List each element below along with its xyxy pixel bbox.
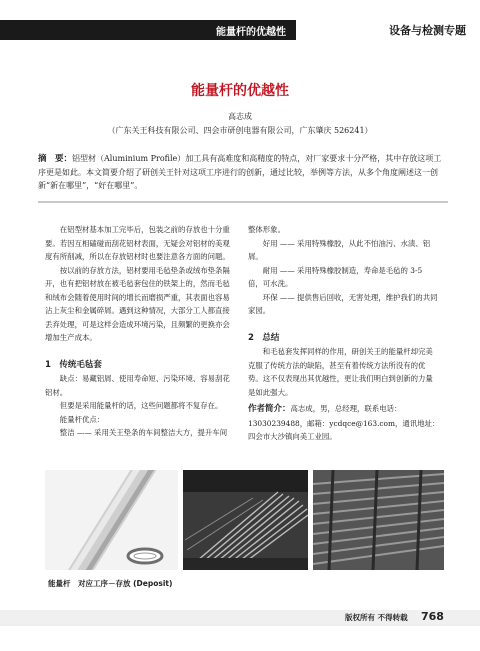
body-column-left: [45, 223, 235, 440]
storage-photo-profiles: [313, 470, 444, 570]
section-1-paragraph-1: 缺点：易藏铝屑、使用寿命短、污染环境、容易刮花铝材。: [45, 374, 230, 397]
section-1-paragraph-3: 能量杆优点：: [59, 414, 105, 424]
article-title: 能量杆的优越性: [191, 83, 289, 99]
body-column-right: [248, 223, 438, 399]
intro-paragraph-2: 按以前的存放方法，铝材要用毛毡垫条或绒布垫条隔开，也有把铝材放在被毛毡套包住的铁架上的，然而毛毡和绒布会随着使用时间的增长而磨损严重，其表面也容易沾上灰尘和金属碎屑。遇到这种情况，大部分工人都直接丢弃处理，可是这样会造成环境污染，且频繁的更换亦会增加生产成本。: [45, 265, 230, 342]
abstract-label: 摘 要：: [38, 154, 73, 164]
right-paragraph-4: 环保 —— 提供售后回收，无害处理，维护我们的共同家园。: [248, 292, 438, 315]
section-1-paragraph-4: 整洁 —— 采用关王垫条的车间整洁大方，提升车间: [59, 428, 228, 437]
intro-paragraph-1: 在铝型材基本加工完毕后，包装之前的存放也十分重要。若因互相磕碰而刮花铝材表面，无疑会对铝材的美观度有所削减，所以在存放铝材时也要注意各方面的问题。: [45, 225, 230, 261]
section-1-paragraph-2: 但要是采用能量杆的话，这些问题都将不复存在。: [59, 401, 223, 410]
abstract-divider: [38, 201, 448, 203]
header-article-label: 能量杆的优越性: [216, 27, 286, 38]
author-note-label: 作者简介：: [248, 404, 291, 414]
abstract: [38, 152, 448, 192]
section-2-heading: 2 总结: [248, 332, 280, 343]
header-right-bar: [300, 20, 480, 40]
page-number: 768: [421, 610, 444, 623]
section-1-heading: 1 传统毛毡套: [45, 359, 102, 370]
article-author: 高志成: [228, 112, 252, 121]
header-left-bar: [0, 20, 296, 40]
right-paragraph-3: 耐用 —— 采用特殊橡胶制造，寿命是毛毡的 3-5 倍，可水洗。: [248, 265, 423, 288]
page-header: [0, 0, 480, 40]
author-note: [248, 402, 440, 444]
page-footer: [0, 610, 480, 626]
author-note-text: 高志成，男，总经理，联系电话：13030239488，邮箱：ycdqce@163.com，通讯地址：四会市大沙镇向美工业园。: [248, 404, 440, 441]
header-section-label: 设备与检测专题: [389, 24, 466, 37]
figure-caption: 能量杆 对应工序－存放 (Deposit): [48, 579, 173, 588]
right-paragraph-1: 整体形象。: [248, 225, 285, 234]
product-photo-rod: [45, 470, 178, 570]
right-paragraph-2: 好用 —— 采用特殊橡胶，从此不怕油污、水渍、铝屑。: [248, 238, 431, 261]
copyright-notice: 版权所有 不得转载: [345, 613, 408, 622]
article-affiliation: （广东关王科技有限公司、四会市研创电器有限公司，广东肇庆 526241）: [107, 126, 373, 135]
section-2-paragraph-1: 和毛毡套发挥同样的作用，研创关王的能量杆却完美克服了传统方法的缺陷，甚至有着传统方法所没有的优势。这不仅表现出其优越性，更让我们明白到创新的力量是如此强大。: [248, 347, 433, 397]
abstract-text: 铝型材（Aluminium Profile）加工具有高难度和高精度的特点，对厂家要求十分严格，其中存放这项工序更是如此。本文简要介绍了研创关王针对这项工序进行的创新，通过比较，举例等方法，从多个角度阐述这一创新“新在哪里”，“好在哪里”。: [38, 154, 442, 190]
workshop-photo-rack: [183, 470, 308, 570]
